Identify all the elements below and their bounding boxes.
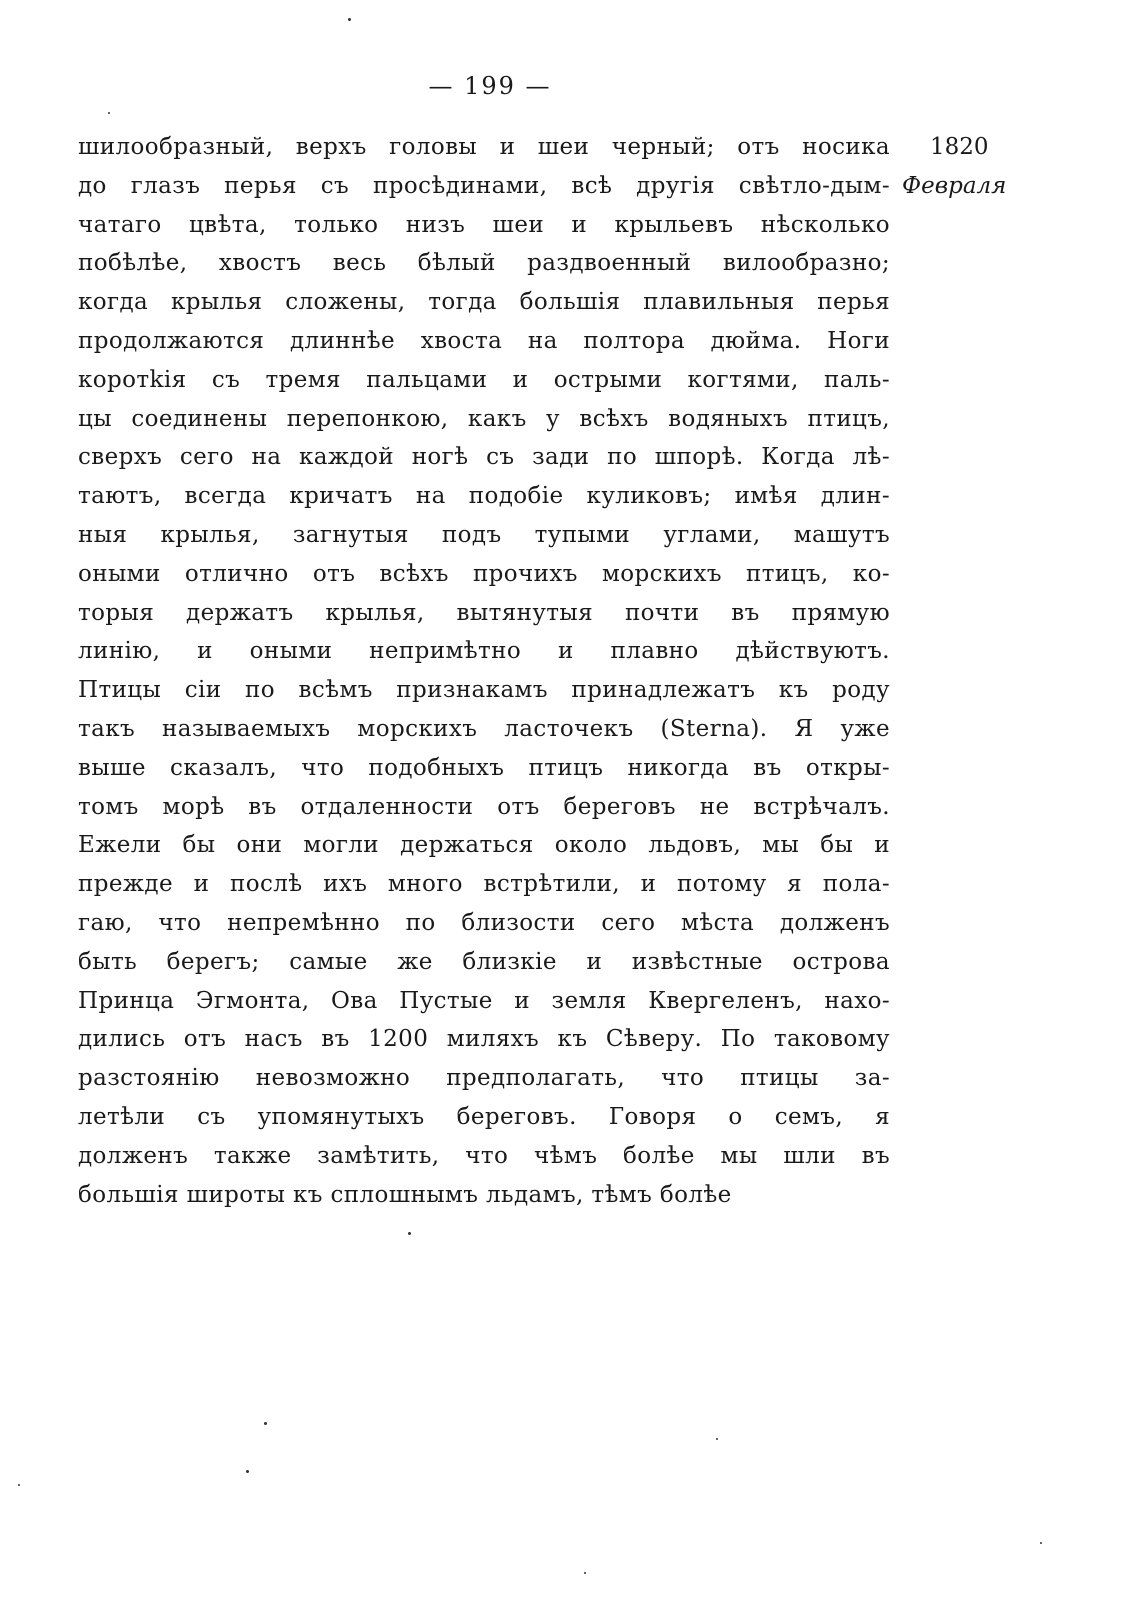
scan-speck bbox=[108, 112, 110, 114]
scan-speck bbox=[264, 1422, 267, 1425]
text-line: торыя держатъ крылья, вытянутыя почти въ прямую bbox=[78, 599, 890, 626]
text-line: продолжаются длиннѣе хвоста на полтора дюйма. Ноги bbox=[78, 327, 890, 354]
text-line: дились отъ насъ въ 1200 миляхъ къ Сѣверу. По таковому bbox=[78, 1026, 890, 1053]
text-line: быть берегъ; самые же близкіе и извѣстные острова bbox=[78, 948, 890, 975]
body-text bbox=[78, 128, 890, 1214]
text-line: такъ называемыхъ морскихъ ласточекъ (Sterna). Я уже bbox=[78, 715, 890, 742]
text-line: таютъ, всегда кричатъ на подобіе куликовъ; имѣя длин- bbox=[78, 483, 890, 510]
text-line: прежде и послѣ ихъ много встрѣтили, и потому я пола- bbox=[78, 871, 890, 898]
scan-speck bbox=[716, 1438, 718, 1440]
scan-speck bbox=[408, 1232, 411, 1235]
scan-speck bbox=[246, 1470, 249, 1473]
text-line: томъ морѣ въ отдаленности отъ береговъ не встрѣчалъ. bbox=[78, 793, 890, 820]
text-line: разстоянію невозможно предполагать, что птицы за- bbox=[78, 1065, 890, 1092]
scan-speck bbox=[1040, 1542, 1042, 1544]
text-line: коротkія съ тремя пальцами и острыми когтями, паль- bbox=[78, 366, 890, 393]
text-line: ныя крылья, загнутыя подъ тупыми углами, машутъ bbox=[78, 521, 890, 548]
text-line: шилообразный, верхъ головы и шеи черный; отъ носика bbox=[78, 134, 890, 160]
text-line: цы соединены перепонкою, какъ у всѣхъ водяныхъ птицъ, bbox=[78, 405, 890, 432]
margin-year: 1820 bbox=[930, 134, 989, 160]
text-line: до глазъ перья съ просѣдинами, всѣ другія свѣтло-дым- bbox=[78, 172, 890, 199]
text-line: летѣли съ упомянутыхъ береговъ. Говоря о семъ, я bbox=[78, 1103, 890, 1130]
text-line: выше сказалъ, что подобныхъ птицъ никогда въ откры- bbox=[78, 754, 890, 781]
text-line: долженъ также замѣтить, что чѣмъ болѣе мы шли въ bbox=[78, 1142, 890, 1169]
page-number: — 199 — bbox=[428, 72, 552, 100]
margin-month: Февраля bbox=[902, 173, 1007, 199]
scan-speck bbox=[18, 1484, 20, 1486]
text-line: когда крылья сложены, тогда большія плавильныя перья bbox=[78, 289, 890, 316]
text-line: сверхъ сего на каждой ногѣ съ зади по шпорѣ. Когда лѣ- bbox=[78, 444, 890, 471]
scan-speck bbox=[348, 18, 351, 21]
text-line: оными отлично отъ всѣхъ прочихъ морскихъ птицъ, ко- bbox=[78, 560, 890, 587]
text-line: чатаго цвѣта, только низъ шеи и крыльевъ нѣсколько bbox=[78, 211, 890, 238]
text-line: Принца Эгмонта, Ова Пустые и земля Квергеленъ, нахо- bbox=[78, 987, 890, 1014]
text-line: большія широты къ сплошнымъ льдамъ, тѣмъ болѣе bbox=[78, 1181, 732, 1208]
text-line: гаю, что непремѣнно по близости сего мѣста долженъ bbox=[78, 909, 890, 936]
text-line: побѣлѣе, хвостъ весь бѣлый раздвоенный вилообразно; bbox=[78, 250, 890, 277]
scan-speck bbox=[584, 1572, 586, 1574]
text-line: Птицы сіи по всѣмъ признакамъ принадлежатъ къ роду bbox=[78, 677, 890, 704]
text-line: Ежели бы они могли держаться около льдовъ, мы бы и bbox=[78, 832, 890, 859]
text-line: линію, и оными непримѣтно и плавно дѣйствуютъ. bbox=[78, 638, 890, 665]
